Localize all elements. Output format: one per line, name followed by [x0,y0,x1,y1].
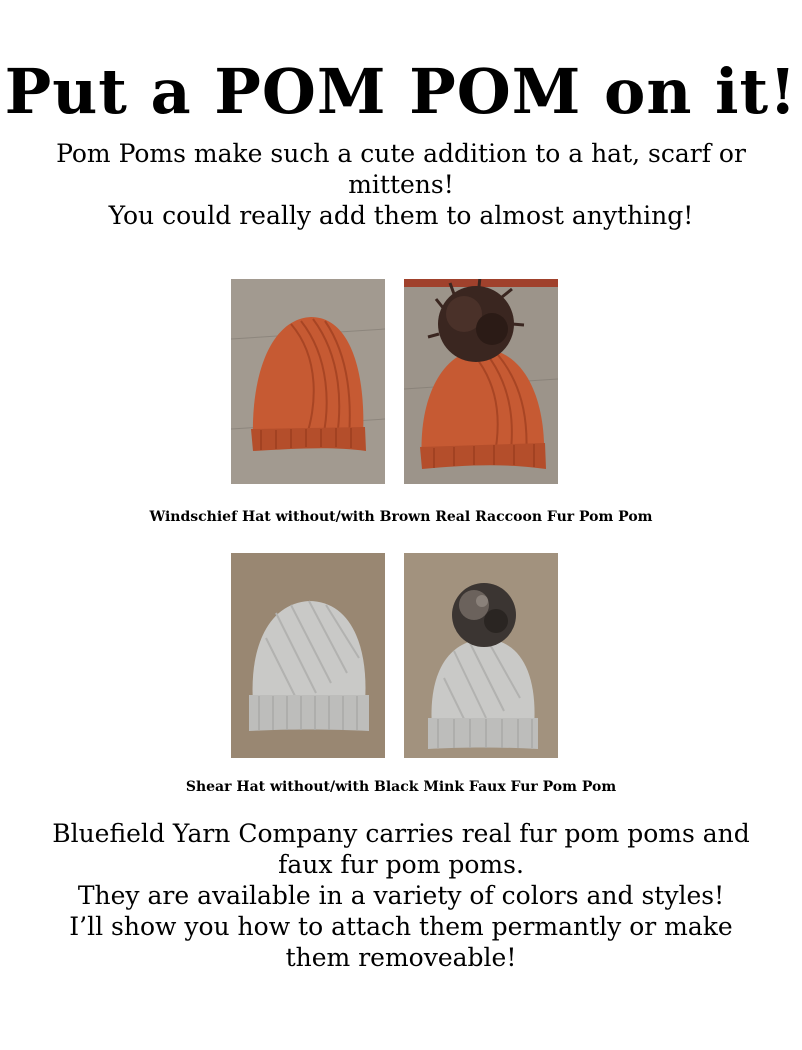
windschief-hat-with-pompom-photo [404,279,558,484]
caption-windschief-hat: Windschief Hat without/with Brown Real Raccoon Fur Pom Pom [149,509,653,525]
intro-line-1: Pom Poms make such a cute addition to a hat, scarf or mittens! [56,139,746,199]
caption-shear-hat: Shear Hat without/with Black Mink Faux Fur Pom Pom [185,779,617,795]
intro-text [40,138,762,231]
grey-hat-pompom-image [404,553,558,758]
outro-line-2: They are available in a variety of colors and styles! [77,881,725,910]
orange-hat-pompom-image [404,279,558,484]
black-mink-faux-pompom [452,583,516,647]
windschief-hat-without-pompom-photo [231,279,385,484]
intro-line-2: You could really add them to almost anything! [108,201,694,230]
grey-hat-image [231,553,385,758]
outro-text [40,818,762,973]
shear-hat-with-pompom-photo [404,553,558,758]
outro-line-1: Bluefield Yarn Company carries real fur pom poms and faux fur pom poms. [52,819,750,879]
outro-line-3: I’ll show you how to attach them permantly or make them removeable! [69,912,733,972]
shear-hat-without-pompom-photo [231,553,385,758]
orange-hat-image [231,279,385,484]
page-title: Put a POM POM on it! [4,55,798,128]
